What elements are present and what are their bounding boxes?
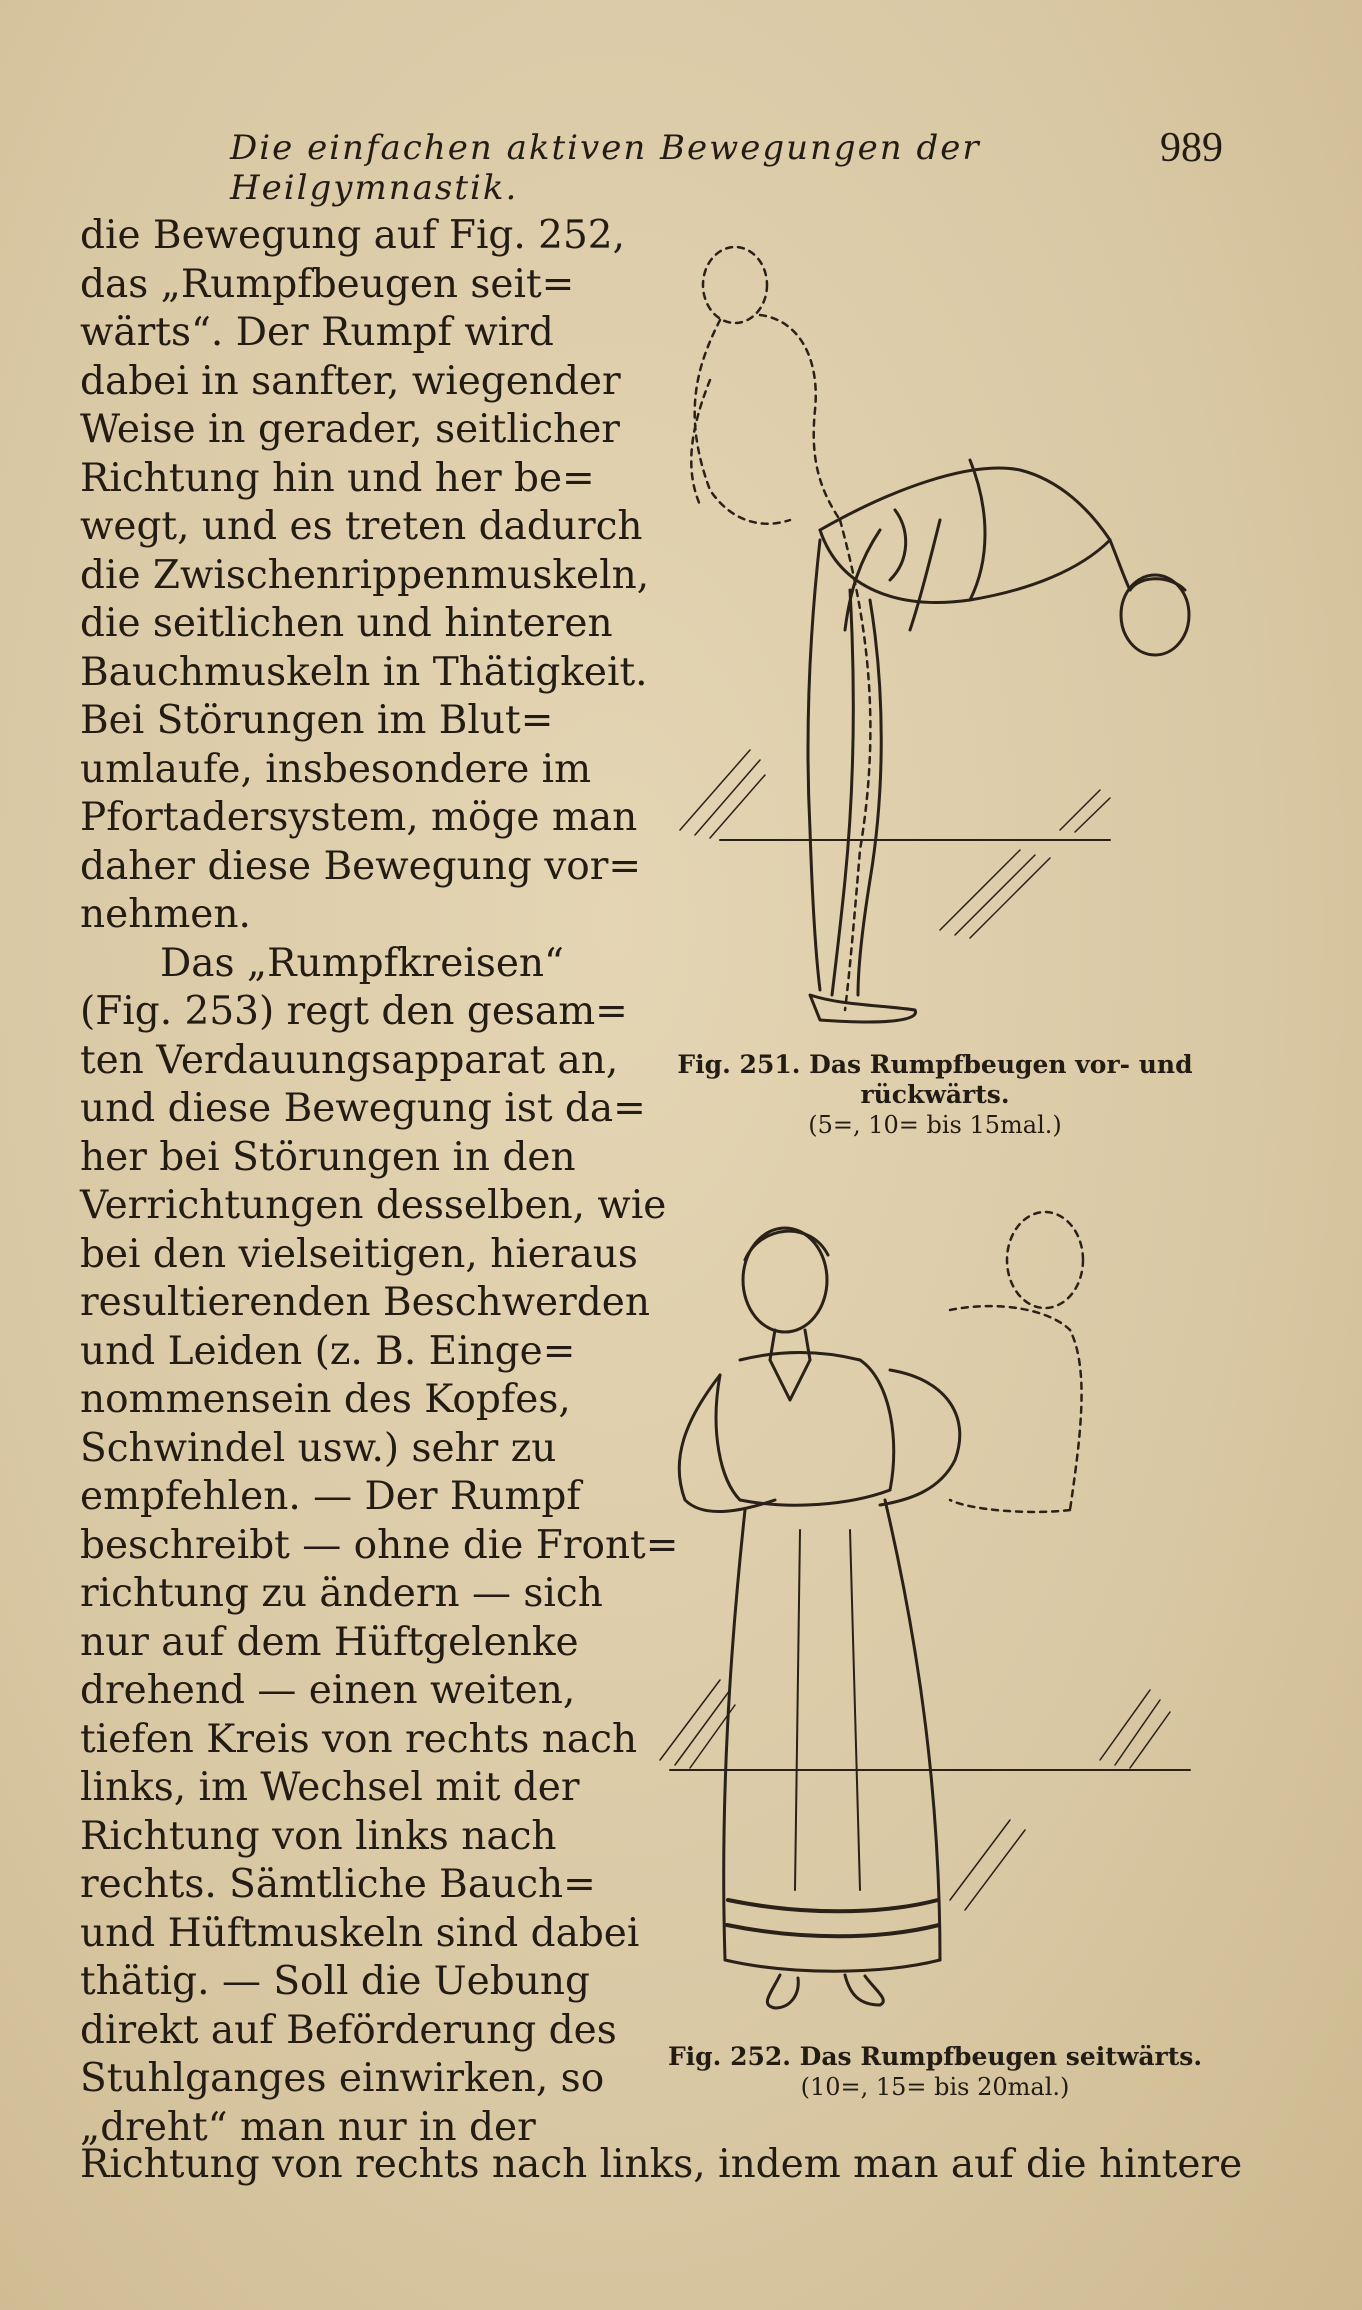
text-line: thätig. — Soll die Uebung bbox=[80, 1959, 590, 2004]
text-line: links, im Wechsel mit der bbox=[80, 1765, 580, 1810]
text-line: bei den vielseitigen, hieraus bbox=[80, 1231, 638, 1277]
text-line: die seitlichen und hinteren bbox=[80, 601, 613, 646]
text-line: und Hüftmuskeln sind dabei bbox=[80, 1910, 640, 1956]
text-line: (Fig. 253) regt den gesam= bbox=[80, 989, 628, 1034]
figure-252-title: Fig. 252. Das Rumpfbeugen seitwärts. bbox=[667, 2042, 1203, 2071]
text-line: das „Rumpfbeugen seit= bbox=[80, 261, 575, 307]
text-line: die Zwischenrippenmuskeln, bbox=[80, 552, 650, 598]
text-line: dabei in sanfter, wiegender bbox=[80, 358, 621, 404]
figure-252-repetitions: (10=, 15= bis 20mal.) bbox=[800, 2073, 1070, 2101]
text-line: direkt auf Beförderung des bbox=[80, 2007, 617, 2053]
text-line: Stuhlganges einwirken, so bbox=[80, 2056, 605, 2101]
text-line: Bauchmuskeln in Thätigkeit. bbox=[80, 649, 648, 695]
figure-252-caption bbox=[620, 2042, 1250, 2102]
text-line: und Leiden (z. B. Einge= bbox=[80, 1328, 576, 1374]
running-head: Die einfachen aktiven Bewegungen der Heilgymnastik. bbox=[230, 128, 981, 208]
figure-251-caption bbox=[620, 1050, 1250, 1140]
text-line: daher diese Bewegung vor= bbox=[80, 843, 642, 889]
text-line: resultierenden Beschwerden bbox=[80, 1280, 650, 1325]
text-line: ten Verdauungsapparat an, bbox=[80, 1037, 619, 1083]
text-line: Richtung von links nach bbox=[80, 1813, 557, 1859]
text-line: und diese Bewegung ist da= bbox=[80, 1086, 646, 1131]
text-line: her bei Störungen in den bbox=[80, 1134, 576, 1180]
figure-251-repetitions: (5=, 10= bis 15mal.) bbox=[808, 1111, 1062, 1139]
text-line: die Bewegung auf Fig. 252, bbox=[80, 213, 626, 258]
figure-251-title: Fig. 251. Das Rumpfbeugen vor- und rückwärts. bbox=[677, 1050, 1193, 1109]
text-line: beschreibt — ohne die Front= bbox=[80, 1522, 679, 1568]
text-line: Pfortadersystem, möge man bbox=[80, 795, 638, 840]
text-line: nommensein des Kopfes, bbox=[80, 1377, 571, 1422]
body-text-column bbox=[80, 212, 679, 2152]
page-number: 989 bbox=[1160, 125, 1223, 171]
text-line: wegt, und es treten dadurch bbox=[80, 504, 643, 549]
text-line: „dreht“ man nur in der bbox=[80, 2104, 536, 2150]
text-line: Schwindel usw.) sehr zu bbox=[80, 1425, 557, 1471]
text-line: rechts. Sämtliche Bauch= bbox=[80, 1862, 596, 1907]
text-line: tiefen Kreis von rechts nach bbox=[80, 1716, 638, 1762]
text-line: wärts“. Der Rumpf wird bbox=[80, 310, 554, 355]
text-line: umlaufe, insbesondere im bbox=[80, 746, 592, 792]
text-line: Verrichtungen desselben, wie bbox=[80, 1183, 667, 1228]
figure-251-illustration bbox=[640, 230, 1240, 1050]
text-line: Richtung hin und her be= bbox=[80, 455, 595, 501]
text-line: drehend — einen weiten, bbox=[80, 1668, 576, 1713]
forward-bend-drawing bbox=[640, 230, 1240, 1050]
side-bend-drawing bbox=[650, 1200, 1230, 2030]
figure-252-illustration bbox=[650, 1200, 1230, 2030]
text-line: nehmen. bbox=[80, 892, 251, 937]
text-line: Weise in gerader, seitlicher bbox=[80, 407, 620, 452]
text-line: empfehlen. — Der Rumpf bbox=[80, 1474, 581, 1519]
text-line: nur auf dem Hüftgelenke bbox=[80, 1619, 579, 1665]
full-width-text-line: Richtung von rechts nach links, indem man auf die hintere bbox=[80, 2142, 1243, 2187]
text-line: Das „Rumpfkreisen“ bbox=[160, 940, 564, 986]
text-line: Bei Störungen im Blut= bbox=[80, 698, 554, 743]
text-line: richtung zu ändern — sich bbox=[80, 1571, 603, 1616]
